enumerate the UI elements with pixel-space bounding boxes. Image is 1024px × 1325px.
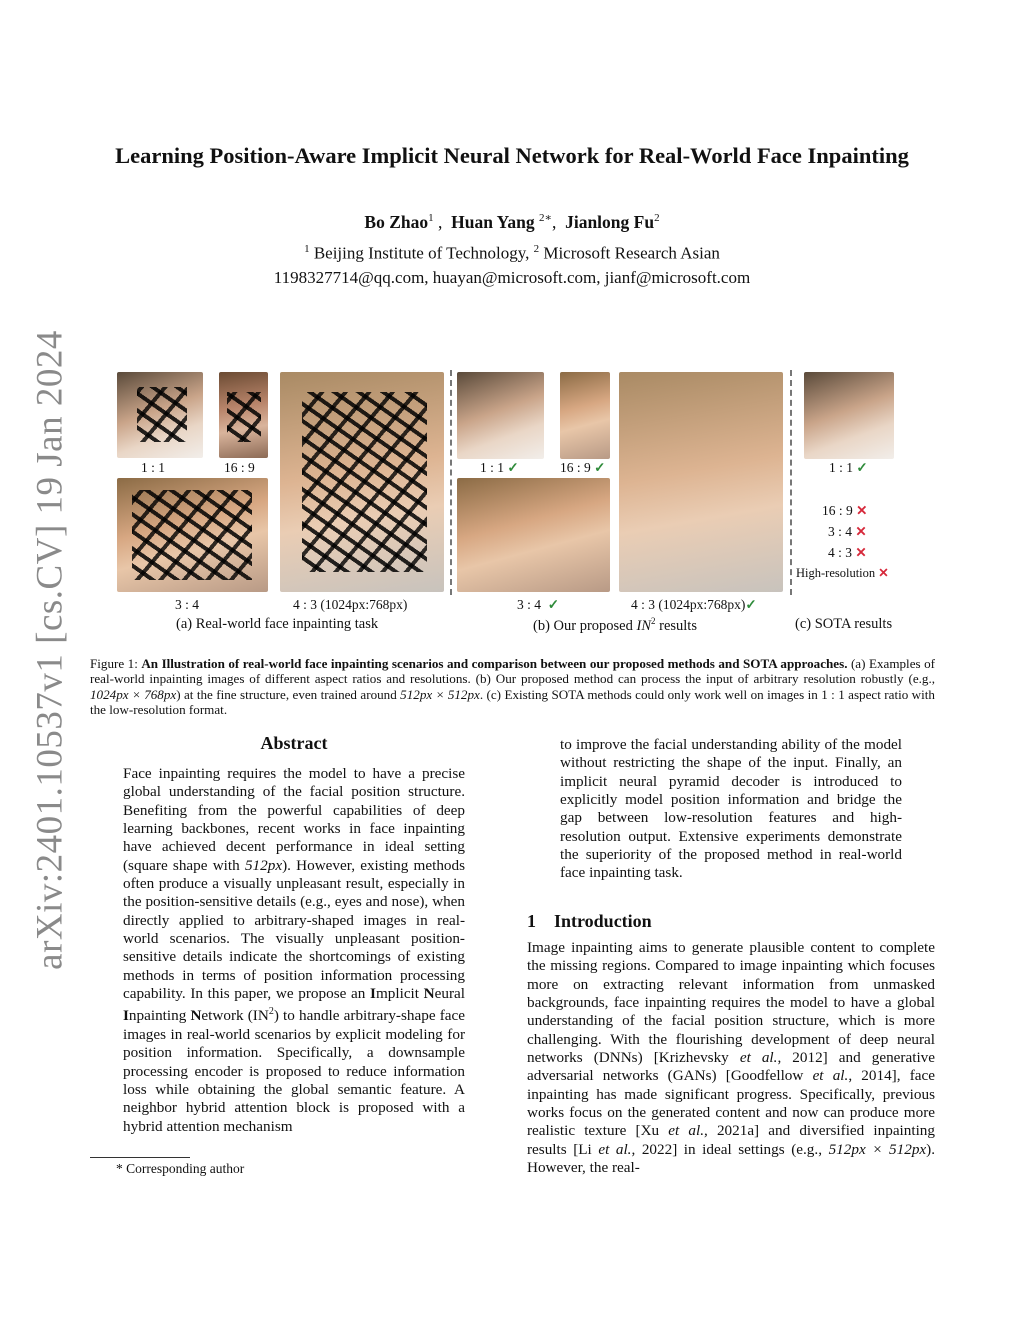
aspect-ratio-label: 1 : 1 ✓ bbox=[829, 460, 868, 475]
aspect-ratio-label: 4 : 3 (1024px:768px) bbox=[293, 597, 408, 612]
section-heading: 1 Introduction bbox=[527, 911, 652, 931]
aspect-ratio-label: 3 : 4 ✓ bbox=[517, 597, 560, 612]
panel-divider bbox=[450, 370, 452, 595]
panel-divider bbox=[790, 370, 792, 595]
aspect-ratio-label: 16 : 9 ✓ bbox=[560, 460, 606, 475]
aspect-ratio-label: 1 : 1 ✓ bbox=[480, 460, 519, 475]
footnote: * Corresponding author bbox=[116, 1161, 245, 1176]
subfigure-caption: (a) Real-world face inpainting task bbox=[176, 616, 379, 632]
aspect-ratio-label: 16 : 9 ✕ bbox=[822, 503, 868, 518]
subfigure-caption: (b) Our proposed $IN^2$ results bbox=[533, 616, 697, 634]
cross-icon: ✕ bbox=[878, 566, 889, 580]
sota-face-image bbox=[804, 372, 894, 459]
resolution-label: High-resolution ✕ bbox=[796, 566, 889, 580]
cross-icon: ✕ bbox=[856, 503, 868, 518]
author-affiliation-mark: 1 bbox=[428, 212, 434, 224]
aspect-ratio-label: 4 : 3 (1024px:768px)✓ bbox=[631, 597, 757, 612]
cross-icon: ✕ bbox=[855, 524, 867, 539]
masked-face-image bbox=[117, 372, 203, 458]
inpainted-face-image bbox=[457, 478, 610, 592]
check-icon: ✓ bbox=[856, 460, 868, 475]
figure-caption: Figure 1: An Illustration of real-world face inpainting scenarios and comparison between our proposed methods and SOTA approaches. (a) Examples of real-world inpainting images of different aspect ratios and resolutions. (b) Our proposed method can process the input of arbitrary resolution robustly (e.g., 1024px × 768px) at the fine structure, even trained around 512px × 512px. (c) Existing SOTA methods could only work well on images in 1 : 1 aspect ratio with the low-resolution format. bbox=[90, 656, 935, 718]
abstract-text: Face inpainting requires the model to have a precise global understanding of the facial position structure. Benefiting from the powerful capabilities of deep learning backbones, recent works in face inpainting have achieved decent performance in ideal setting (square shape with 512px). However, existing methods often produce a visually unpleasant result, especially in the position-sensitive details (e.g., eyes and nose), when directly applied to arbitrary-shaped images in real-world scenarios. The visually unpleasant position-sensitive details indicate the shortcomings of existing methods in terms of position information processing capability. In this paper, we propose an Implicit Neural Inpainting Network $(IN^2)$ to handle arbitrary-shape face images in real-world scenarios by explicit modeling for position information. Specifically, a downsample processing encoder is proposed to reduce information loss while obtaining the global semantic feature. A neighbor hybrid attention block is proposed with a hybrid attention mechanism bbox=[123, 765, 466, 1135]
aspect-ratio-label: 16 : 9 bbox=[224, 460, 255, 475]
author-name: Jianlong Fu bbox=[565, 211, 655, 232]
aspect-ratio-label: 1 : 1 bbox=[141, 460, 166, 475]
inpainted-face-image bbox=[457, 372, 544, 459]
author-list: Bo Zhao$^1$ , Huan Yang $^{2∗}$, Jianlong Fu$^2$ bbox=[364, 211, 660, 232]
aspect-ratio-label: 3 : 4 ✕ bbox=[828, 524, 867, 539]
inpainted-face-image bbox=[560, 372, 610, 459]
masked-face-image bbox=[280, 372, 444, 592]
affiliation-name: Microsoft Research Asian bbox=[543, 243, 720, 263]
affiliations bbox=[0, 243, 1024, 264]
affiliation-mark: 2 bbox=[533, 243, 540, 255]
masked-face-image bbox=[219, 372, 268, 458]
footnote-rule bbox=[90, 1157, 190, 1158]
check-icon: ✓ bbox=[594, 460, 606, 475]
inpainted-face-image bbox=[619, 372, 783, 592]
abstract-heading: Abstract bbox=[260, 733, 328, 753]
cross-icon: ✕ bbox=[855, 545, 867, 560]
introduction-text: Image inpainting aims to generate plausible content to complete the missing regions. Compared to image inpainting which focuses more on extracting relevant information from unmasked backgrounds, face inpainting requires the model to have a global understanding of the facial position structure, which is more challenging. With the flourishing development of deep neural networks (DNNs) [Krizhevsky et al., 2012] and generative adversarial networks (GANs) [Goodfellow et al., 2014], face inpainting has made significant progress. Specifically, previous works focus on the generated content and now can produce more realistic texture [Xu et al., 2021a] and diversified inpainting results [Li et al., 2022] in ideal settings (e.g., 512px × 512px). However, the real- bbox=[527, 939, 936, 1177]
masked-face-image bbox=[117, 478, 268, 592]
affiliation-name: Beijing Institute of Technology, bbox=[313, 243, 530, 263]
author-name: Bo Zhao bbox=[364, 211, 429, 232]
check-icon: ✓ bbox=[547, 597, 560, 612]
check-icon: ✓ bbox=[507, 460, 519, 475]
author-affiliation-mark: 2∗ bbox=[538, 212, 552, 224]
arxiv-identifier: arXiv:2401.10537v1 [cs.CV] 19 Jan 2024 bbox=[29, 330, 71, 970]
aspect-ratio-label: 3 : 4 bbox=[175, 597, 200, 612]
abstract-text-continued: to improve the facial understanding ability of the model without restricting the shape of the input. Finally, an implicit neural pyramid decoder is introduced to explicitly model position information and bridge the gap between low-resolution features and high-resolution output. Extensive experiments demonstrate the superiority of the proposed method in real-world face inpainting task. bbox=[560, 736, 902, 882]
author-name: Huan Yang bbox=[451, 211, 535, 232]
aspect-ratio-label: 4 : 3 ✕ bbox=[828, 545, 867, 560]
check-icon: ✓ bbox=[745, 597, 757, 612]
paper-title: Learning Position-Aware Implicit Neural Network for Real-World Face Inpainting bbox=[115, 143, 909, 168]
affiliation-mark: 1 bbox=[304, 243, 310, 255]
author-affiliation-mark: 2 bbox=[654, 212, 660, 224]
subfigure-caption: (c) SOTA results bbox=[795, 616, 893, 632]
author-emails: 1198327714@qq.com, huayan@microsoft.com, jianf@microsoft.com bbox=[273, 268, 751, 287]
